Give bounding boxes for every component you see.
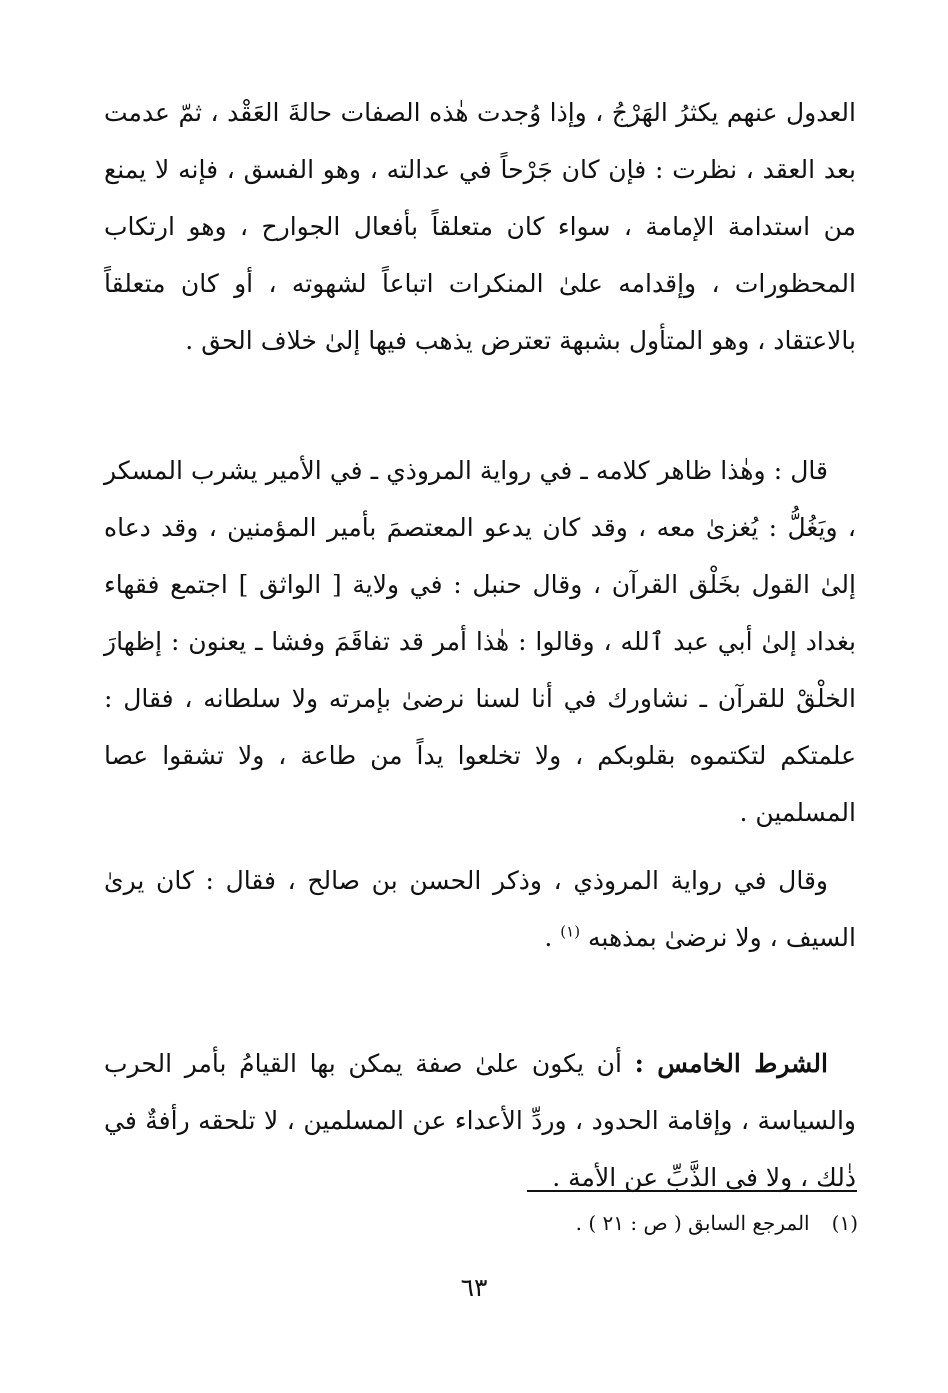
footnote-divider [527, 1190, 857, 1192]
footnote [404, 1208, 858, 1238]
page-number: ٦٣ [460, 1273, 488, 1302]
footnote-reference[interactable]: (١) [560, 922, 581, 941]
paragraph-3-tail: . [544, 923, 553, 952]
paragraph-3 [104, 852, 856, 966]
paragraph-4-text: أن يكون علىٰ صفة يمكن بها القيامُ بأمر الحرب والسياسة ، وإقامة الحدود ، وردِّ الأعداء عن المسلمين ، لا تلحقه رأفةٌ في ذٰلك ، ولا في الذَّبِّ عن الأمة . [104, 1049, 856, 1192]
paragraph-1 [104, 84, 856, 369]
footnote-number: (١) [831, 1211, 858, 1235]
paragraph-3-text: وقال في رواية المروذي ، وذكر الحسن بن صالح ، فقال : كان يرىٰ السيف ، ولا نرضىٰ بمذهبه [104, 866, 856, 952]
paragraph-4 [104, 1035, 856, 1206]
paragraph-1-text: العدول عنهم يكثرُ الهَرْجُ ، وإذا وُجدت هٰذه الصفات حالةَ العَقْد ، ثمّ عدمت بعد العقد ، نظرت : فإن كان جَرْحاً في عدالته ، وهو الفسق ، فإنه لا يمنع من استدامة الإمامة ، سواء كان متعلقاً بأفعال الجوارح ، وهو ارتكاب المحظورات ، وإقدامه علىٰ المنكرات اتباعاً لشهوته ، أو كان متعلقاً بالاعتقاد ، وهو المتأول بشبهة تعترض يذهب فيها إلىٰ خلاف الحق . [104, 98, 856, 355]
paragraph-2 [104, 442, 856, 841]
section-heading-inline: الشرط الخامس : [634, 1049, 828, 1078]
paragraph-2-text: قال : وهٰذا ظاهر كلامه ـ في رواية المروذي ـ في الأمير يشرب المسكر ، ويَغُلُّ : يُغزىٰ معه ، وقد كان يدعو المعتصمَ بأمير المؤمنين ، وقد دعاه إلىٰ القول بخَلْق القرآن ، وقال حنبل : في ولاية [ الواثق ] اجتمع فقهاء بغداد إلىٰ أبي عبد ٱلله ، وقالوا : هٰذا أمر قد تفاقَمَ وفشا ـ يعنون : إظهارَ الخلْقْ للقرآن ـ نشاورك في أنا لسنا نرضىٰ بإمرته ولا سلطانه ، فقال : علمتكم لتكتموه بقلوبكم ، ولا تخلعوا يداً من طاعة ، ولا تشقوا عصا المسلمين . [104, 456, 856, 827]
footnote-text: المرجع السابق ( ص : ٢١ ) . [575, 1211, 810, 1235]
